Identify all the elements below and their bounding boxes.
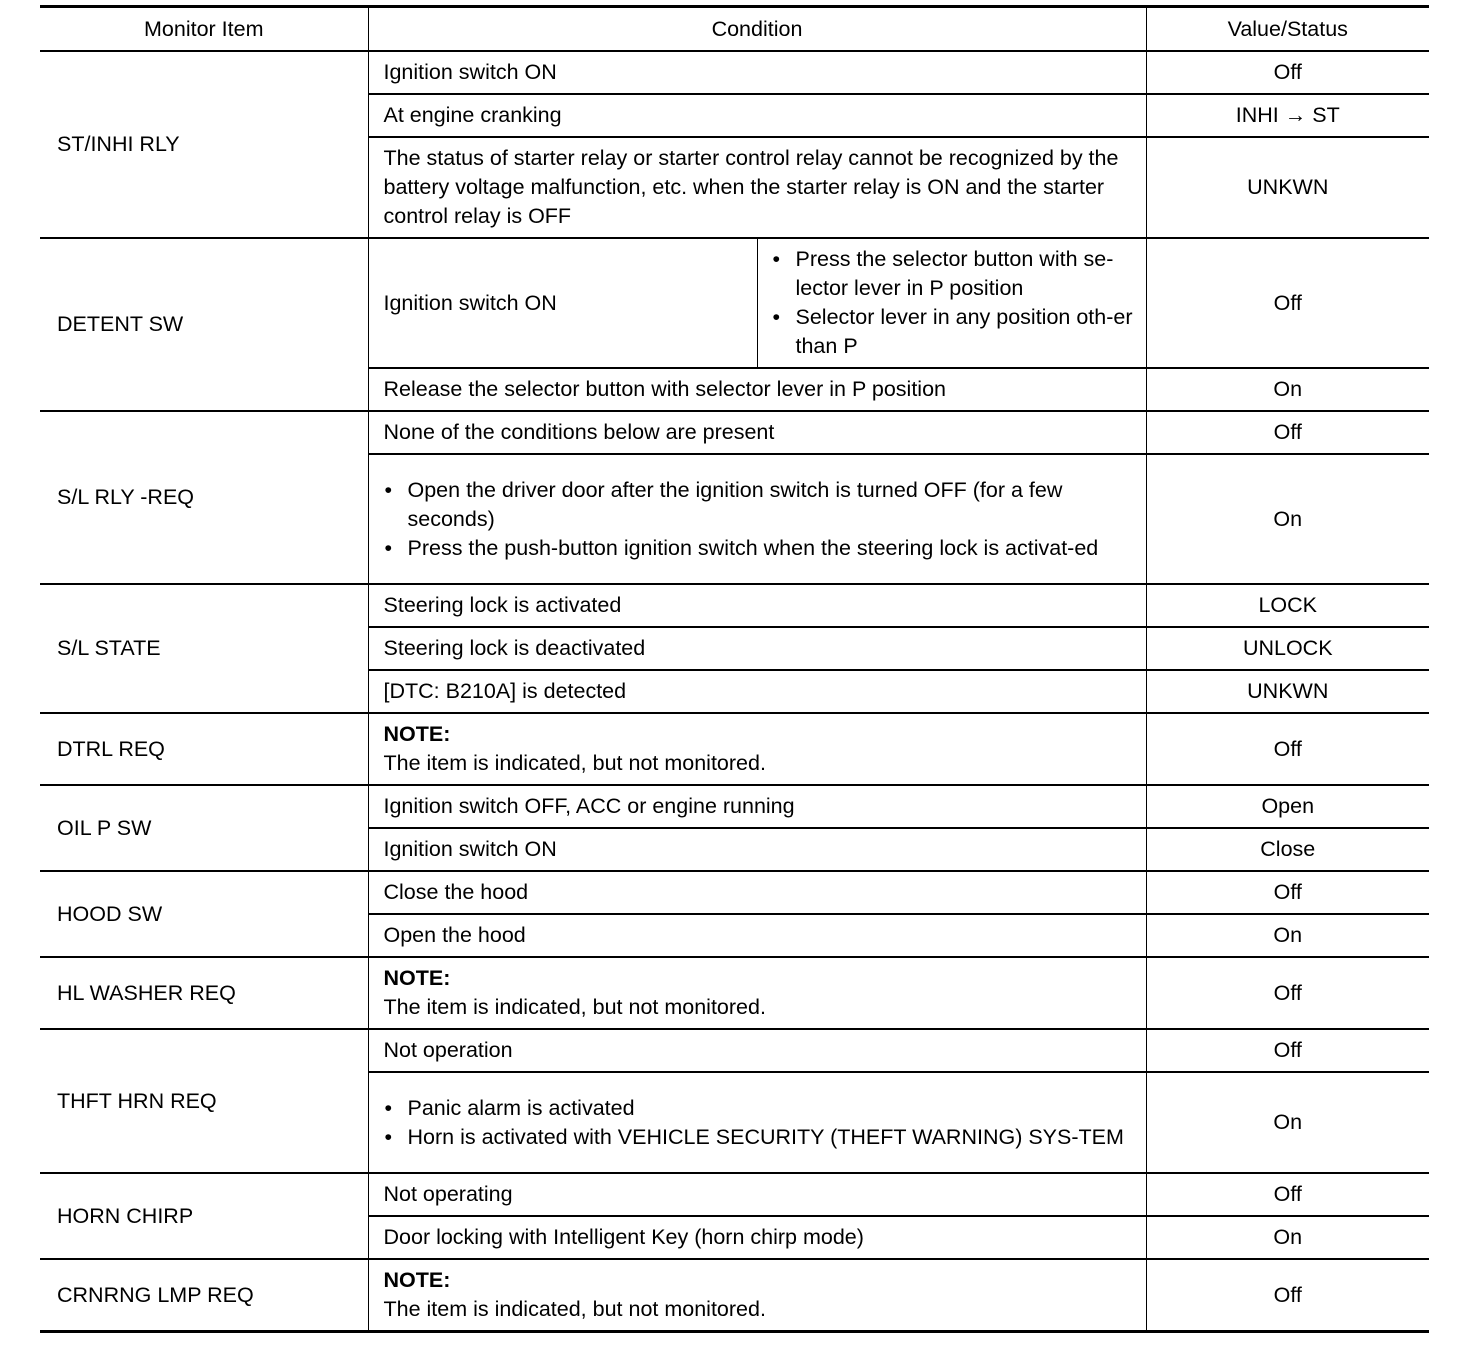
condition-cell: Not operating: [368, 1173, 1146, 1216]
bullet-item: • Open the driver door after the ignition switch is turned OFF (for a few seconds): [384, 476, 1136, 534]
monitor-item-name: ST/INHI RLY: [40, 51, 368, 238]
monitor-item-name: HL WASHER REQ: [40, 957, 368, 1029]
table-row: [40, 1029, 1429, 1072]
note-heading: NOTE:: [383, 966, 451, 990]
monitor-item-table-sheet: [40, 5, 1429, 1333]
value-cell: LOCK: [1146, 584, 1429, 627]
condition-cell: Ignition switch ON: [368, 51, 1146, 94]
value-cell: Open: [1146, 785, 1429, 828]
sub-condition-cell: [757, 238, 1146, 368]
table-row: [40, 871, 1429, 914]
value-cell: On: [1146, 1216, 1429, 1259]
monitor-item-name: THFT HRN REQ: [40, 1029, 368, 1173]
value-cell: Off: [1146, 871, 1429, 914]
condition-cell: [DTC: B210A] is detected: [368, 670, 1146, 713]
monitor-item-name: HORN CHIRP: [40, 1173, 368, 1259]
table-row: [40, 238, 1429, 368]
condition-cell: [368, 1072, 1146, 1173]
table-row: [40, 411, 1429, 454]
condition-cell: Steering lock is activated: [368, 584, 1146, 627]
value-cell: On: [1146, 914, 1429, 957]
value-cell: Off: [1146, 411, 1429, 454]
condition-cell: Ignition switch ON: [368, 828, 1146, 871]
table-row: [40, 1173, 1429, 1216]
table-header-row: [40, 7, 1429, 52]
note-text: The item is indicated, but not monitored.: [383, 1297, 766, 1321]
table-row: [40, 584, 1429, 627]
condition-cell: Door locking with Intelligent Key (horn chirp mode): [368, 1216, 1146, 1259]
monitor-item-name: S/L STATE: [40, 584, 368, 713]
condition-cell: [368, 1259, 1146, 1332]
table-row: [40, 1259, 1429, 1332]
bullet-item: • Panic alarm is activated: [384, 1094, 1136, 1123]
condition-cell: Steering lock is deactivated: [368, 627, 1146, 670]
header-monitor-item: Monitor Item: [40, 7, 368, 52]
table-row: [40, 785, 1429, 828]
value-cell: Close: [1146, 828, 1429, 871]
monitor-item-name: S/L RLY -REQ: [40, 411, 368, 584]
value-cell: Off: [1146, 1259, 1429, 1332]
bullet-item: • Horn is activated with VEHICLE SECURITY (THEFT WARNING) SYS-TEM: [384, 1123, 1136, 1152]
table-row: [40, 51, 1429, 94]
monitor-item-table: [40, 5, 1429, 1333]
header-condition: Condition: [368, 7, 1146, 52]
bullet-item: • Press the push-button ignition switch when the steering lock is activat-ed: [384, 534, 1136, 563]
condition-cell: [368, 713, 1146, 785]
condition-cell: Close the hood: [368, 871, 1146, 914]
note-text: The item is indicated, but not monitored.: [383, 751, 766, 775]
bullet-list: [384, 1094, 1136, 1152]
value-cell: Off: [1146, 238, 1429, 368]
monitor-item-name: HOOD SW: [40, 871, 368, 957]
bullet-list: [384, 476, 1136, 563]
monitor-item-name: DTRL REQ: [40, 713, 368, 785]
value-cell: Off: [1146, 713, 1429, 785]
condition-cell: Release the selector button with selector lever in P position: [368, 368, 1146, 411]
note-heading: NOTE:: [383, 722, 451, 746]
condition-cell: Open the hood: [368, 914, 1146, 957]
value-cell: UNKWN: [1146, 670, 1429, 713]
condition-cell: None of the conditions below are present: [368, 411, 1146, 454]
table-row: [40, 713, 1429, 785]
condition-cell: The status of starter relay or starter control relay cannot be recognized by the battery voltage malfunction, etc. when the starter relay is ON and the starter control relay is OFF: [368, 137, 1146, 238]
bullet-item: • Press the selector button with se-lector lever in P position: [772, 245, 1136, 303]
bullet-list: [772, 245, 1136, 361]
value-cell: On: [1146, 1072, 1429, 1173]
note-heading: NOTE:: [383, 1268, 451, 1292]
value-cell: Off: [1146, 1173, 1429, 1216]
condition-cell: At engine cranking: [368, 94, 1146, 137]
value-cell: INHI → ST: [1146, 94, 1429, 137]
condition-cell: Not operation: [368, 1029, 1146, 1072]
monitor-item-name: DETENT SW: [40, 238, 368, 411]
monitor-item-name: CRNRNG LMP REQ: [40, 1259, 368, 1332]
value-cell: UNKWN: [1146, 137, 1429, 238]
bullet-item: • Selector lever in any position oth-er than P: [772, 303, 1136, 361]
value-cell: UNLOCK: [1146, 627, 1429, 670]
monitor-item-name: OIL P SW: [40, 785, 368, 871]
condition-cell: Ignition switch OFF, ACC or engine running: [368, 785, 1146, 828]
value-cell: Off: [1146, 51, 1429, 94]
value-cell: On: [1146, 454, 1429, 584]
value-cell: On: [1146, 368, 1429, 411]
value-cell: Off: [1146, 1029, 1429, 1072]
condition-cell: [368, 454, 1146, 584]
note-text: The item is indicated, but not monitored.: [383, 995, 766, 1019]
table-row: [40, 957, 1429, 1029]
condition-cell: [368, 957, 1146, 1029]
condition-cell: Ignition switch ON: [368, 238, 757, 368]
header-value-status: Value/Status: [1146, 7, 1429, 52]
value-cell: Off: [1146, 957, 1429, 1029]
